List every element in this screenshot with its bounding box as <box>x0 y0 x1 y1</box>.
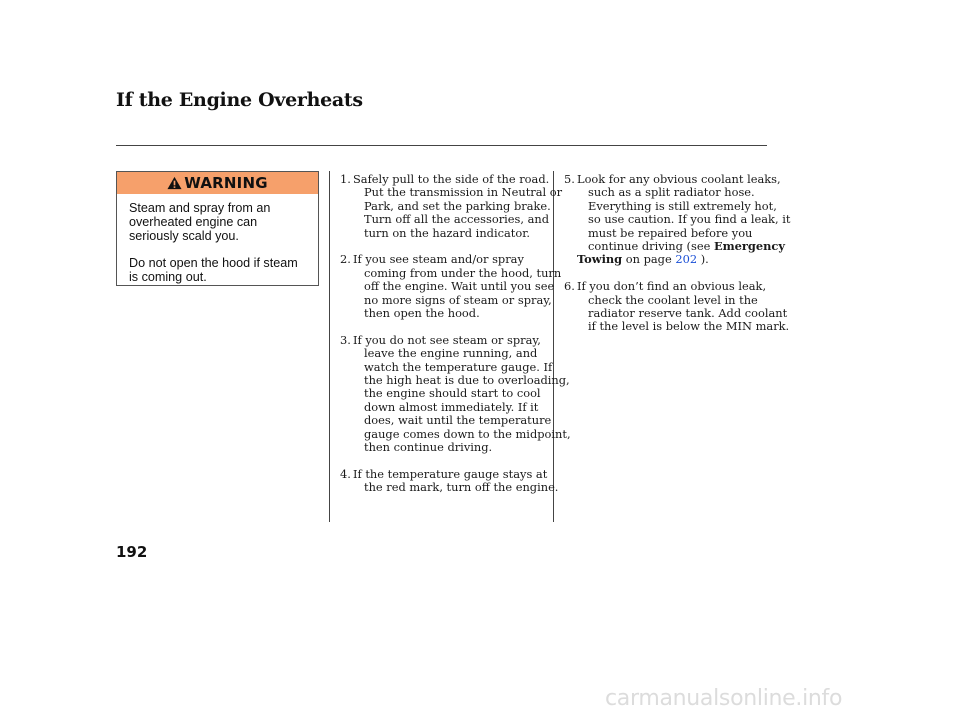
warning-paragraph: Steam and spray from an overheated engine can seriously scald you. <box>129 201 271 243</box>
warning-text <box>117 194 318 284</box>
step-line: radiator reserve tank. Add coolant <box>588 306 788 321</box>
step-number: 6. <box>564 279 575 294</box>
step-line: down almost immediately. If it <box>364 399 539 414</box>
step-line: check the coolant level in the <box>588 292 758 307</box>
step-line: If you don’t find an obvious leak, <box>577 279 767 294</box>
step-item <box>340 253 571 320</box>
step-number: 1. <box>340 172 351 186</box>
step-line: so use caution. If you find a leak, it <box>588 212 791 227</box>
step-line: Look for any obvious coolant leaks, <box>577 172 781 186</box>
warning-paragraph: Do not open the hood if steam is coming out. <box>129 256 298 284</box>
step-line: turn on the hazard indicator. <box>364 225 531 240</box>
page-link[interactable]: 202 <box>675 252 698 267</box>
warning-triangle-icon <box>167 176 182 190</box>
step-line: Park, and set the parking brake. <box>364 198 551 213</box>
step-line: coming from under the hood, turn <box>364 265 562 280</box>
step-item <box>340 334 571 455</box>
step-line: the engine should start to cool <box>364 386 541 401</box>
warning-header <box>117 172 318 194</box>
page-number: 192 <box>116 543 148 561</box>
step-line: leave the engine running, and <box>364 346 538 361</box>
step-line: gauge comes down to the midpoint, <box>364 426 571 441</box>
steps-column-middle <box>340 173 571 508</box>
step-line: watch the temperature gauge. If <box>364 359 553 374</box>
cross-reference-title: Emergency <box>713 239 785 254</box>
step-line: If you see steam and/or spray <box>353 252 524 267</box>
step-line: Turn off all the accessories, and <box>364 212 550 227</box>
step-line: Everything is still extremely hot, <box>588 198 777 213</box>
title-divider <box>116 145 767 146</box>
cross-reference-title: Towing <box>577 252 623 267</box>
step-line <box>577 253 790 266</box>
step-line: the high heat is due to overloading, <box>364 373 570 388</box>
step-line: the red mark, turn off the engine. <box>364 480 559 495</box>
warning-label: WARNING <box>184 174 268 192</box>
step-text: on page <box>625 252 672 267</box>
step-item <box>564 280 790 334</box>
step-line: Safely pull to the side of the road. <box>353 172 550 186</box>
warning-box <box>116 171 319 286</box>
step-line: such as a split radiator hose. <box>588 185 755 200</box>
step-line: does, wait until the temperature <box>364 413 552 428</box>
step-line: then open the hood. <box>364 306 480 321</box>
step-line: Put the transmission in Neutral or <box>364 185 563 200</box>
step-item <box>564 173 790 267</box>
step-item <box>340 468 571 495</box>
column-divider <box>329 171 330 522</box>
step-line: off the engine. Wait until you see <box>364 279 555 294</box>
step-line: if the level is below the MIN mark. <box>588 319 790 334</box>
step-text: ). <box>700 252 709 267</box>
step-text: continue driving (see <box>588 239 711 254</box>
step-line: then continue driving. <box>364 440 493 455</box>
step-number: 3. <box>340 332 351 347</box>
step-number: 5. <box>564 172 575 186</box>
step-number: 4. <box>340 466 351 481</box>
step-number: 2. <box>340 252 351 267</box>
watermark: carmanualsonline.info <box>605 686 843 711</box>
step-item <box>340 173 571 240</box>
step-line: If the temperature gauge stays at <box>353 466 548 481</box>
step-line: no more signs of steam or spray, <box>364 292 552 307</box>
step-line: must be repaired before you <box>588 225 753 240</box>
page-title: If the Engine Overheats <box>116 89 363 111</box>
steps-column-right <box>564 173 790 347</box>
step-line: If you do not see steam or spray, <box>353 332 541 347</box>
step-line <box>577 240 790 253</box>
